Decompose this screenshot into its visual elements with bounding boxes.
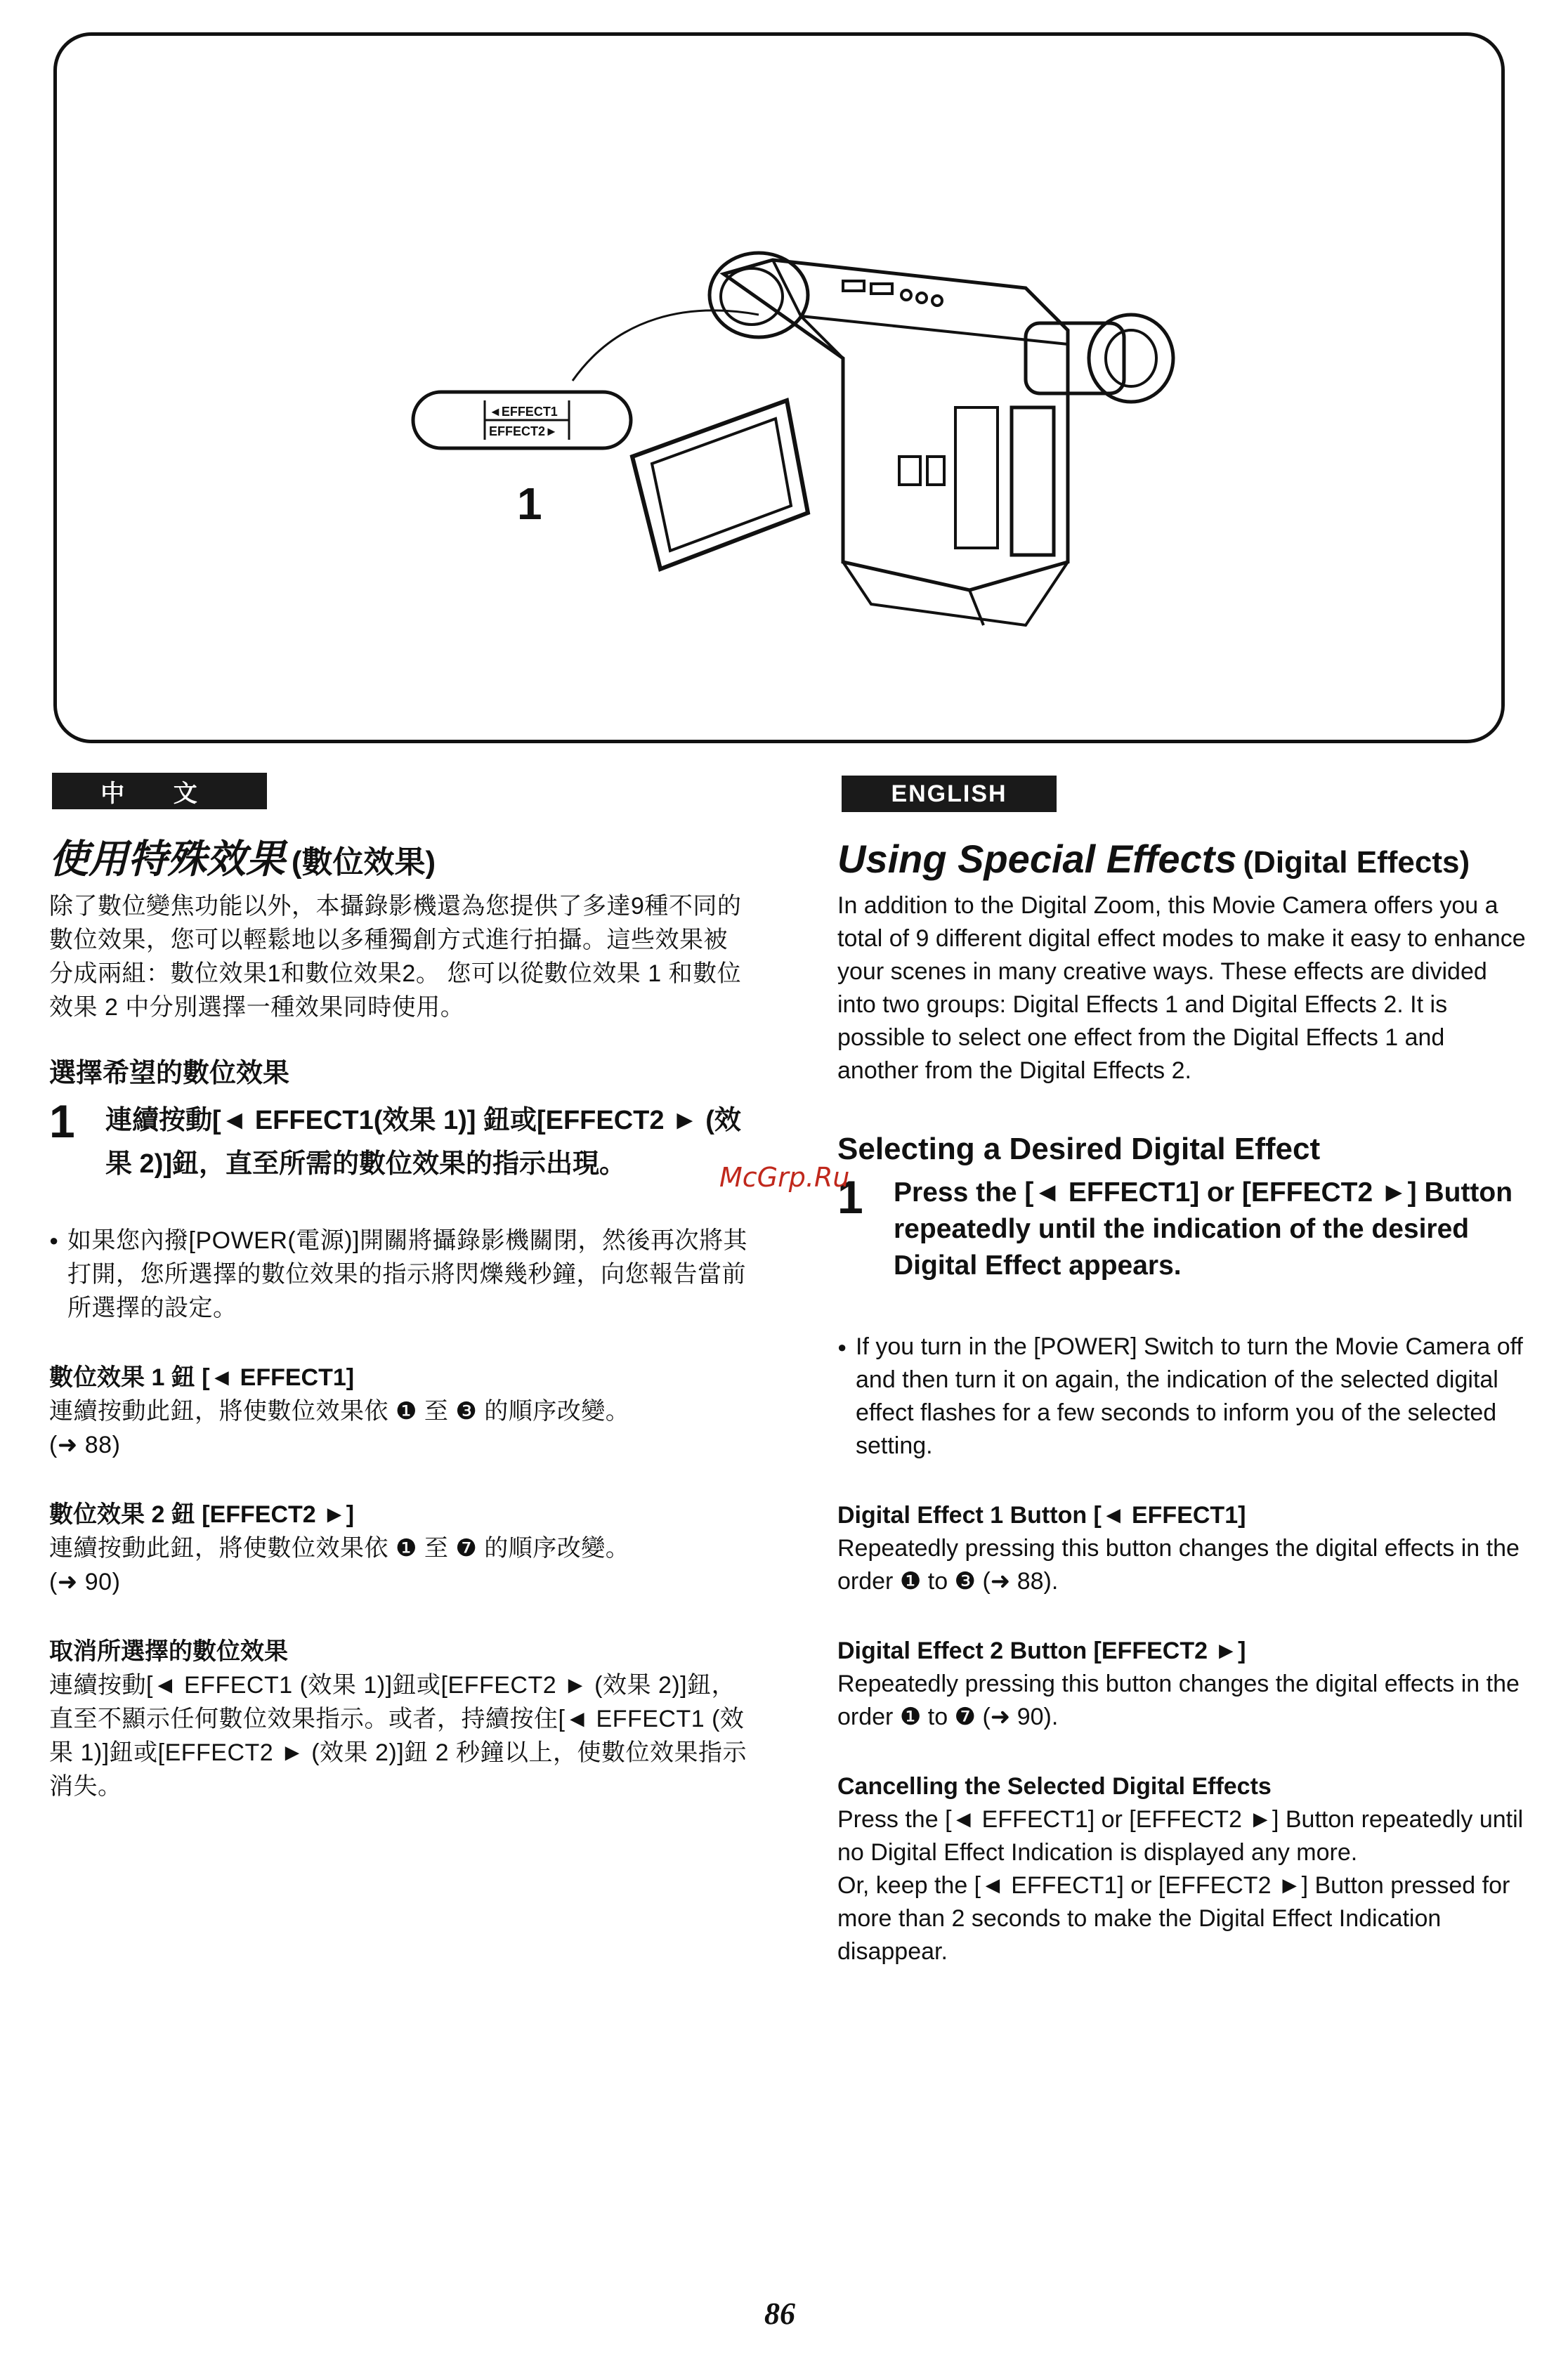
en-effect2 — [837, 1635, 1526, 1734]
zh-cancel — [49, 1635, 752, 1803]
figure-step-number: 1 — [517, 478, 542, 529]
en-cancel-body-2: Or, keep the [◄ EFFECT1] or [EFFECT2 ►] Button pressed for more than 2 seconds to make the Digital Effect Indication disappear. — [837, 1872, 1510, 1965]
en-cancel — [837, 1770, 1526, 1968]
en-step-1 — [837, 1171, 1526, 1284]
zh-note: ● 如果您內撥[POWER(電源)]開關將攝錄影機關閉，然後再次將其打開，您所選擇的數位效果的指示將閃爍幾秒鐘，向您報告當前所選擇的設定。 — [49, 1224, 752, 1325]
page-number: 86 — [764, 2296, 795, 2331]
chinese-column — [49, 835, 752, 1803]
zh-title — [49, 835, 752, 889]
en-cancel-head: Cancelling the Selected Digital Effects — [837, 1773, 1272, 1800]
zh-section-title: 選擇希望的數位效果 — [49, 1059, 290, 1088]
watermark-text: McGrp.Ru — [719, 1162, 850, 1193]
en-title-main: Using Special Effects — [837, 837, 1237, 881]
en-effect2-head: Digital Effect 2 Button [EFFECT2 ►] — [837, 1638, 1246, 1664]
en-step-number: 1 — [837, 1171, 863, 1223]
en-effect1-body: Repeatedly pressing this button changes the digital effects in the order ❶ to ❸ (➜ 88). — [837, 1535, 1520, 1595]
zh-title-main: 使用特殊效果 — [49, 837, 285, 881]
zh-effect1-head: 數位效果 1 鈕 [◄ EFFECT1] — [49, 1364, 355, 1391]
zh-step-number: 1 — [49, 1095, 75, 1147]
effect2-button-label: EFFECT2► — [489, 424, 558, 438]
zh-effect1-body: 連續按動此鈕，將使數位效果依 ❶ 至 ❸ 的順序改變。 — [49, 1398, 630, 1425]
en-effect1-head: Digital Effect 1 Button [◄ EFFECT1] — [837, 1502, 1246, 1529]
zh-step-text: 連續按動[◄ EFFECT1(效果 1)] 鈕或[EFFECT2 ► (效果 2)]鈕，直至所需的數位效果的指示出現。 — [105, 1106, 741, 1179]
en-effect1 — [837, 1499, 1526, 1598]
en-effect2-body: Repeatedly pressing this button changes the digital effects in the order ❶ to ❼ (➜ 90). — [837, 1671, 1520, 1730]
english-section-tab: ENGLISH — [842, 776, 1057, 812]
en-title — [837, 835, 1526, 889]
zh-effect2 — [49, 1498, 752, 1599]
effect1-button-label: ◄EFFECT1 — [489, 405, 558, 419]
zh-effect1 — [49, 1361, 752, 1462]
en-section-title: Selecting a Desired Digital Effect — [837, 1132, 1321, 1166]
zh-cancel-body: 連續按動[◄ EFFECT1 (效果 1)]鈕或[EFFECT2 ► (效果 2)]鈕，直至不顯示任何數位效果指示。或者，持續按住[◄ EFFECT1 (效果 1)]鈕或[EFFECT2 ► (效果 2)]鈕 2 秒鐘以上，使數位效果指示消失。 — [49, 1672, 747, 1800]
en-intro: In addition to the Digital Zoom, this Movie Camera offers you a total of 9 different digital effect modes to make it easy to enhance your scenes in many creative ways. These effects are divided into two groups: Digital Effects 1 and Digital Effects 2. It is possible to select one effect from the Digital Effects 1 and another from the Digital Effects 2. — [837, 892, 1526, 1084]
camcorder-illustration — [393, 232, 1236, 653]
zh-effect2-ref: (➜ 90) — [49, 1569, 121, 1595]
zh-step-1 — [49, 1095, 752, 1186]
zh-effect1-ref: (➜ 88) — [49, 1432, 121, 1458]
zh-title-paren: (數位效果) — [291, 845, 436, 880]
chinese-section-tab: 中 文 — [52, 773, 267, 809]
zh-effect2-head: 數位效果 2 鈕 [EFFECT2 ►] — [49, 1501, 355, 1528]
en-title-paren: (Digital Effects) — [1243, 845, 1470, 880]
en-cancel-body-1: Press the [◄ EFFECT1] or [EFFECT2 ►] Button repeatedly until no Digital Effect Indication is displayed any more. — [837, 1806, 1524, 1866]
zh-intro: 除了數位變焦功能以外，本攝錄影機還為您提供了多達9種不同的數位效果，您可以輕鬆地以多種獨創方式進行拍攝。這些效果被分成兩組：數位效果1和數位效果2。 您可以從數位效果 1 和數位效果 2 中分別選擇一種效果同時使用。 — [49, 893, 742, 1021]
zh-effect2-body: 連續按動此鈕，將使數位效果依 ❶ 至 ❼ 的順序改變。 — [49, 1535, 630, 1562]
en-note: ● If you turn in the [POWER] Switch to turn the Movie Camera off and then turn it on again, the indication of the selected digital effect flashes for a few seconds to inform you of the selected setting. — [837, 1331, 1526, 1463]
zh-cancel-head: 取消所選擇的數位效果 — [49, 1638, 288, 1665]
en-step-text: Press the [◄ EFFECT1] or [EFFECT2 ►] Button repeatedly until the indication of the desired Digital Effect appears. — [894, 1177, 1513, 1281]
english-column — [837, 835, 1526, 1968]
